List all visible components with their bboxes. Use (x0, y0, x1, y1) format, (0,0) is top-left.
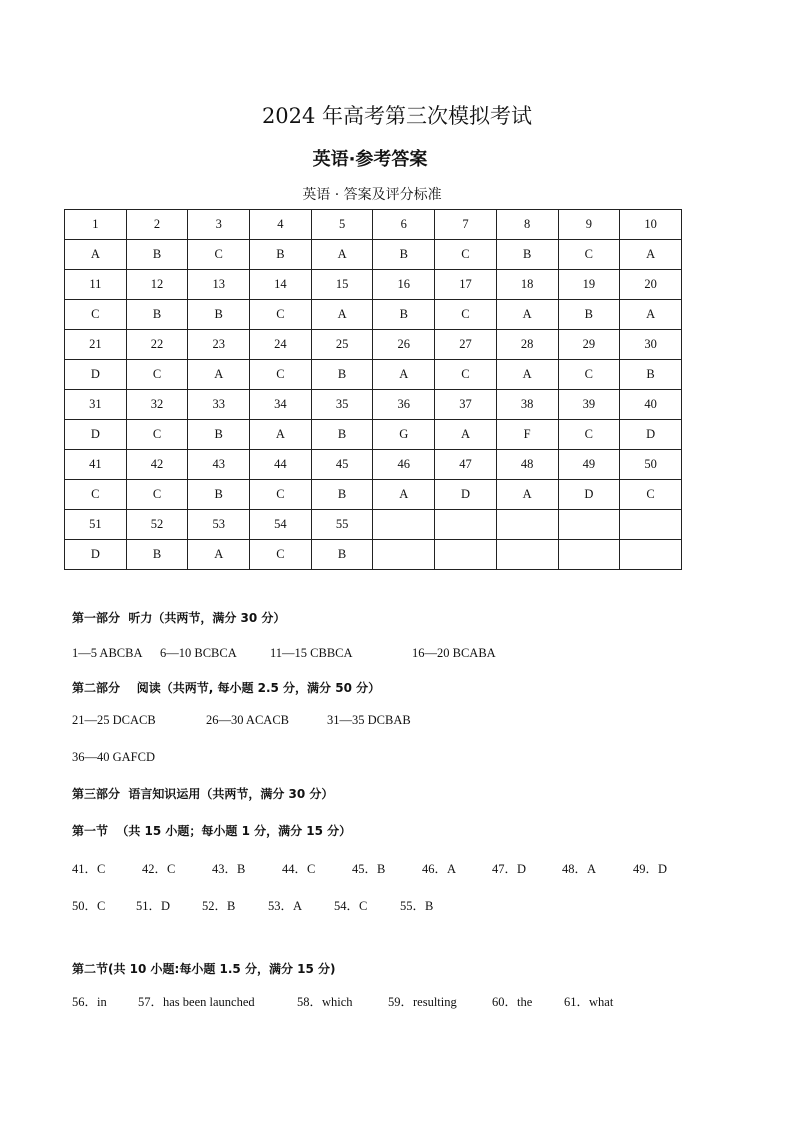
answer-cell: B (620, 360, 682, 390)
question-number-cell: 1 (65, 210, 127, 240)
question-number-cell: 37 (435, 390, 497, 420)
question-number-cell: 45 (311, 450, 373, 480)
table-caption: 英语 · 答案及评分标准 (302, 187, 442, 203)
question-number-cell (373, 510, 435, 540)
question-number-cell: 51 (65, 510, 127, 540)
answer-cell: C (126, 420, 188, 450)
part1-answer: 16—20 BCABA (412, 646, 496, 660)
answer-cell (373, 540, 435, 570)
question-number-cell: 6 (373, 210, 435, 240)
question-number-cell: 42 (126, 450, 188, 480)
question-number-cell: 53 (188, 510, 250, 540)
answer-row (65, 420, 682, 450)
section2-answer: 59．resulting (388, 995, 457, 1009)
question-number-cell: 5 (311, 210, 373, 240)
answer-cell: B (188, 300, 250, 330)
part1-answer: 11—15 CBBCA (270, 646, 353, 660)
question-number-cell: 52 (126, 510, 188, 540)
answer-cell: D (558, 480, 620, 510)
answer-cell: D (65, 420, 127, 450)
answer-cell: A (496, 360, 558, 390)
question-number-cell (496, 510, 558, 540)
part3-heading: 第三部分 语言知识运用（共两节，满分 30 分） (72, 787, 334, 801)
question-number-cell: 39 (558, 390, 620, 420)
answer-cell: C (558, 240, 620, 270)
question-number-row (65, 390, 682, 420)
section1-answer: 47．D (492, 862, 527, 876)
answer-cell (435, 540, 497, 570)
part2-heading: 第二部分 阅读（共两节, 每小题 2.5 分，满分 50 分） (72, 681, 381, 695)
answer-cell: C (65, 300, 127, 330)
answer-row (65, 300, 682, 330)
answer-cell: C (558, 360, 620, 390)
answer-cell: A (620, 300, 682, 330)
section1-answer: 50．C (72, 899, 106, 913)
question-number-cell: 54 (250, 510, 312, 540)
question-number-cell: 12 (126, 270, 188, 300)
question-number-cell: 30 (620, 330, 682, 360)
answer-cell: B (126, 540, 188, 570)
question-number-cell: 20 (620, 270, 682, 300)
question-number-cell: 11 (65, 270, 127, 300)
question-number-row (65, 510, 682, 540)
question-number-cell: 9 (558, 210, 620, 240)
section2-answer: 57．has been launched (138, 995, 255, 1009)
document-subtitle: 英语·参考答案 (312, 149, 428, 170)
section2-answer: 61．what (564, 995, 614, 1009)
section1-answer: 46．A (422, 862, 457, 876)
answer-cell: A (435, 420, 497, 450)
question-number-cell (435, 510, 497, 540)
answer-cell (496, 540, 558, 570)
section2-answer: 56．in (72, 995, 107, 1009)
section1-heading: 第一节 （共 15 小题；每小题 1 分，满分 15 分） (72, 824, 352, 838)
question-number-cell: 28 (496, 330, 558, 360)
answer-cell: C (250, 480, 312, 510)
question-number-cell: 21 (65, 330, 127, 360)
answer-cell: C (620, 480, 682, 510)
answer-cell: C (250, 540, 312, 570)
question-number-cell: 23 (188, 330, 250, 360)
section1-answer: 55．B (400, 899, 434, 913)
question-number-cell (620, 510, 682, 540)
section1-answer: 54．C (334, 899, 368, 913)
section1-answer: 45．B (352, 862, 386, 876)
section1-answer: 41．C (72, 862, 106, 876)
answer-cell: F (496, 420, 558, 450)
question-number-cell: 34 (250, 390, 312, 420)
answer-cell: A (188, 540, 250, 570)
question-number-cell: 48 (496, 450, 558, 480)
question-number-cell: 27 (435, 330, 497, 360)
answer-cell: A (188, 360, 250, 390)
question-number-cell: 35 (311, 390, 373, 420)
answer-cell: A (373, 480, 435, 510)
answer-table (64, 209, 682, 570)
question-number-cell: 43 (188, 450, 250, 480)
section2-answer: 60．the (492, 995, 533, 1009)
answer-cell: A (311, 300, 373, 330)
answer-cell: D (435, 480, 497, 510)
answer-cell: B (311, 540, 373, 570)
question-number-cell: 10 (620, 210, 682, 240)
question-number-cell: 44 (250, 450, 312, 480)
question-number-cell (558, 510, 620, 540)
section1-answer: 52．B (202, 899, 236, 913)
answer-cell: A (250, 420, 312, 450)
question-number-cell: 49 (558, 450, 620, 480)
question-number-cell: 25 (311, 330, 373, 360)
answer-cell: A (496, 480, 558, 510)
answer-cell: B (311, 420, 373, 450)
question-number-cell: 22 (126, 330, 188, 360)
answer-row (65, 240, 682, 270)
section1-answer: 44．C (282, 862, 316, 876)
question-number-cell: 41 (65, 450, 127, 480)
answer-cell: C (250, 360, 312, 390)
question-number-cell: 15 (311, 270, 373, 300)
answer-row (65, 480, 682, 510)
question-number-cell: 33 (188, 390, 250, 420)
question-number-cell: 19 (558, 270, 620, 300)
question-number-cell: 17 (435, 270, 497, 300)
answer-cell: C (435, 240, 497, 270)
answer-cell: B (373, 300, 435, 330)
question-number-cell: 46 (373, 450, 435, 480)
question-number-cell: 16 (373, 270, 435, 300)
question-number-cell: 55 (311, 510, 373, 540)
section1-answer: 53．A (268, 899, 303, 913)
answer-cell: C (250, 300, 312, 330)
answer-row (65, 360, 682, 390)
answer-cell: A (496, 300, 558, 330)
answer-cell: A (311, 240, 373, 270)
part1-answer: 6—10 BCBCA (160, 646, 237, 660)
question-number-cell: 26 (373, 330, 435, 360)
answer-cell: B (496, 240, 558, 270)
question-number-cell: 38 (496, 390, 558, 420)
answer-cell: C (558, 420, 620, 450)
section1-answer: 49．D (633, 862, 668, 876)
question-number-cell: 18 (496, 270, 558, 300)
question-number-row (65, 270, 682, 300)
answer-cell: B (188, 420, 250, 450)
answer-cell: B (311, 480, 373, 510)
answer-cell: C (188, 240, 250, 270)
answer-cell: B (311, 360, 373, 390)
answer-cell: C (126, 360, 188, 390)
answer-cell: D (620, 420, 682, 450)
question-number-cell: 4 (250, 210, 312, 240)
question-number-cell: 36 (373, 390, 435, 420)
answer-cell: B (558, 300, 620, 330)
question-number-cell: 32 (126, 390, 188, 420)
section1-answer: 51．D (136, 899, 171, 913)
answer-cell: C (435, 300, 497, 330)
part2-answer: 21—25 DCACB (72, 713, 156, 727)
answer-cell: B (126, 240, 188, 270)
answer-cell: C (435, 360, 497, 390)
section1-answer: 48．A (562, 862, 597, 876)
question-number-cell: 29 (558, 330, 620, 360)
question-number-row (65, 450, 682, 480)
part1-heading: 第一部分 听力（共两节，满分 30 分） (72, 611, 286, 625)
question-number-cell: 13 (188, 270, 250, 300)
question-number-cell: 24 (250, 330, 312, 360)
answer-cell: C (65, 480, 127, 510)
answer-cell: A (373, 360, 435, 390)
answer-cell: B (373, 240, 435, 270)
part2-answer: 31—35 DCBAB (327, 713, 411, 727)
question-number-row (65, 210, 682, 240)
question-number-cell: 40 (620, 390, 682, 420)
answer-cell: D (65, 540, 127, 570)
section1-answer: 43．B (212, 862, 246, 876)
answer-cell: B (126, 300, 188, 330)
question-number-cell: 50 (620, 450, 682, 480)
answer-cell: G (373, 420, 435, 450)
section2-answer: 58．which (297, 995, 353, 1009)
question-number-cell: 31 (65, 390, 127, 420)
question-number-cell: 8 (496, 210, 558, 240)
part2-answers-line2: 36—40 GAFCD (72, 750, 155, 764)
answer-cell (558, 540, 620, 570)
page-title: 2024 年高考第三次模拟考试 (261, 104, 533, 128)
answer-cell: C (126, 480, 188, 510)
question-number-cell: 3 (188, 210, 250, 240)
question-number-cell: 7 (435, 210, 497, 240)
question-number-cell: 14 (250, 270, 312, 300)
answer-cell (620, 540, 682, 570)
section1-answer: 42．C (142, 862, 176, 876)
answer-cell: D (65, 360, 127, 390)
part2-answer: 26—30 ACACB (206, 713, 290, 727)
question-number-row (65, 330, 682, 360)
answer-cell: B (188, 480, 250, 510)
section2-heading: 第二节(共 10 小题:每小题 1.5 分，满分 15 分) (72, 962, 336, 976)
answer-row (65, 540, 682, 570)
question-number-cell: 47 (435, 450, 497, 480)
answer-cell: B (250, 240, 312, 270)
answer-cell: A (65, 240, 127, 270)
part1-answer: 1—5 ABCBA (72, 646, 143, 660)
question-number-cell: 2 (126, 210, 188, 240)
answer-cell: A (620, 240, 682, 270)
